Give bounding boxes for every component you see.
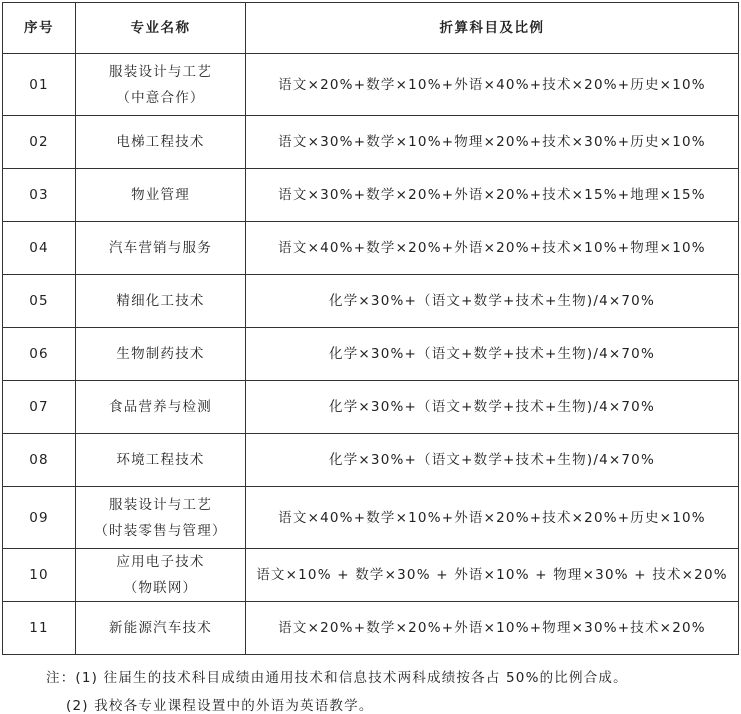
major-name: 服装设计与工艺 (109, 63, 212, 80)
table-row (3, 487, 739, 549)
row-no: 10 (3, 549, 76, 602)
table-row (3, 116, 739, 169)
row-major (76, 328, 246, 381)
table-row (3, 169, 739, 222)
row-major (76, 487, 246, 549)
row-formula: 语文×40%+数学×10%+外语×20%+技术×20%+历史×10% (246, 487, 739, 549)
major-subtitle: （时装零售与管理） (94, 522, 227, 539)
table-row (3, 434, 739, 487)
table-row (3, 54, 739, 116)
row-major (76, 275, 246, 328)
row-no: 04 (3, 222, 76, 275)
row-major (76, 169, 246, 222)
row-formula: 化学×30%+（语文+数学+技术+生物)/4×70% (246, 434, 739, 487)
row-major (76, 434, 246, 487)
row-no: 11 (3, 602, 76, 655)
row-formula: 语文×40%+数学×20%+外语×20%+技术×10%+物理×10% (246, 222, 739, 275)
header-no: 序号 (3, 3, 76, 54)
row-no: 03 (3, 169, 76, 222)
table-row (3, 275, 739, 328)
row-formula: 化学×30%+（语文+数学+技术+生物)/4×70% (246, 275, 739, 328)
header-row (3, 3, 739, 54)
row-formula: 化学×30%+（语文+数学+技术+生物)/4×70% (246, 381, 739, 434)
row-formula: 语文×10% + 数学×30% + 外语×10% + 物理×30% + 技术×20% (246, 549, 739, 602)
row-formula: 语文×20%+数学×20%+外语×10%+物理×30%+技术×20% (246, 602, 739, 655)
major-name: 服装设计与工艺 (109, 496, 212, 513)
major-score-table (2, 2, 739, 655)
table-row (3, 222, 739, 275)
header-formula: 折算科目及比例 (246, 3, 739, 54)
row-major (76, 549, 246, 602)
table-row (3, 602, 739, 655)
row-no: 06 (3, 328, 76, 381)
note-2: (2) 我校各专业课程设置中的外语为英语教学。 (66, 698, 374, 714)
table-row (3, 549, 739, 602)
row-major (76, 602, 246, 655)
row-no: 09 (3, 487, 76, 549)
row-major (76, 116, 246, 169)
header-major: 专业名称 (76, 3, 246, 54)
row-major (76, 54, 246, 116)
major-name: 物业管理 (131, 187, 190, 203)
row-no: 08 (3, 434, 76, 487)
row-formula: 语文×30%+数学×20%+外语×20%+技术×15%+地理×15% (246, 169, 739, 222)
major-name: 应用电子技术 (116, 554, 205, 570)
table-row (3, 381, 739, 434)
major-name: 电梯工程技术 (116, 134, 205, 150)
major-name: 食品营养与检测 (109, 399, 212, 415)
row-major (76, 381, 246, 434)
row-no: 07 (3, 381, 76, 434)
table-row (3, 328, 739, 381)
row-formula: 化学×30%+（语文+数学+技术+生物)/4×70% (246, 328, 739, 381)
row-formula: 语文×30%+数学×10%+物理×20%+技术×30%+历史×10% (246, 116, 739, 169)
major-name: 新能源汽车技术 (109, 620, 212, 636)
major-subtitle: （中意合作） (116, 89, 205, 106)
major-name: 环境工程技术 (116, 452, 205, 468)
row-no: 01 (3, 54, 76, 116)
row-major (76, 222, 246, 275)
row-no: 02 (3, 116, 76, 169)
major-name: 生物制药技术 (116, 346, 205, 362)
row-no: 05 (3, 275, 76, 328)
major-name: 精细化工技术 (116, 293, 205, 309)
major-name: 汽车营销与服务 (109, 240, 212, 256)
row-formula: 语文×20%+数学×10%+外语×40%+技术×20%+历史×10% (246, 54, 739, 116)
major-subtitle: （物联网） (123, 580, 198, 596)
note-1: 注：(1) 往届生的技术科目成绩由通用技术和信息技术两科成绩按各占 50%的比例合成。 (46, 670, 628, 686)
